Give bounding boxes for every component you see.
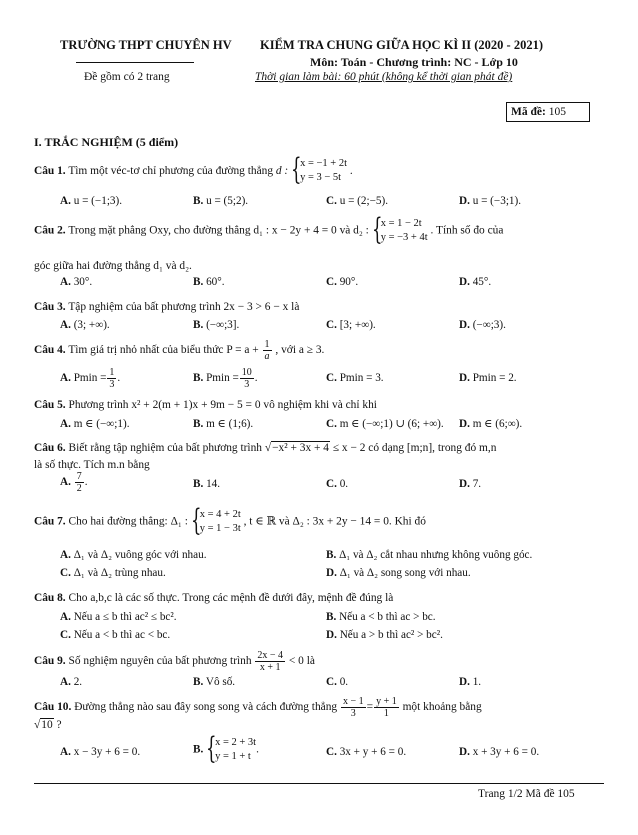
equation-system: { x = −1 + 2t y = 3 − 5t <box>291 152 348 188</box>
option-d[interactable]: D. 7. <box>459 478 482 490</box>
question-3: Câu 3. Tập nghiệm của bất phương trình 2x − 3 > 6 − x là <box>34 301 300 313</box>
option-c[interactable]: C. 0. <box>326 478 349 490</box>
pages-note: Đề gồm có 2 trang <box>84 71 170 83</box>
option-b[interactable]: B. m ∈ (1;6). <box>193 418 254 430</box>
option-b[interactable]: B. Pmin = $\frac{10}{3}$ . <box>193 367 258 390</box>
option-c[interactable]: C. 0. <box>326 676 349 688</box>
option-a[interactable]: A. Pmin = $\frac{1}{3}$ . <box>60 367 121 390</box>
question-text-cont: √10 ? <box>34 719 62 731</box>
page-number: Trang 1/2 Mã đề 105 <box>478 788 575 800</box>
question-1: Câu 1. Tìm một véc-tơ chỉ phương của đường thẳng d : { x = −1 + 2t y = 3 − 5t . <box>34 152 353 188</box>
option-d[interactable]: D. Pmin = 2. <box>459 372 517 384</box>
question-text: Tìm một véc-tơ chỉ phương của đường thẳng <box>68 165 274 177</box>
question-text: Trong mặt phẳng Oxy, cho đường thẳng d₁ : x − 2y + 4 = 0 và d₂ : <box>68 224 369 237</box>
question-label: Câu 1. <box>34 165 66 177</box>
option-c[interactable]: C. 90°. <box>326 276 359 288</box>
section-title: I. TRẮC NGHIỆM (5 điểm) <box>34 135 179 149</box>
option-c[interactable]: C. m ∈ (−∞;1) ∪ (6; +∞). <box>326 418 444 430</box>
exam-code-value: 105 <box>548 106 566 118</box>
question-text-cont: góc giữa hai đường thẳng d₁ và d₂. <box>34 260 192 272</box>
option-a[interactable]: A. u = (−1;3). <box>60 195 123 207</box>
equation-system: { x = 1 − 2t y = −3 + 4t <box>371 212 428 247</box>
option-a[interactable]: A. Δ₁ và Δ₂ vuông góc với nhau. <box>60 549 207 561</box>
option-b[interactable]: B. Δ₁ và Δ₂ cắt nhau nhưng không vuông góc. <box>326 549 533 561</box>
option-b[interactable]: B. { x = 2 + 3t y = 1 + t . <box>193 731 259 766</box>
question-10: Câu 10. Đường thẳng nào sau đây song song và cách đường thẳng $\frac{x - 1}{3}$ = $\frac{y + 1}{1}$ một khoảng bằng <box>34 696 482 719</box>
option-d[interactable]: D. u = (−3;1). <box>459 195 522 207</box>
question-5: Câu 5. Phương trình x² + 2(m + 1)x + 9m − 5 = 0 vô nghiệm khi và chỉ khi <box>34 399 377 411</box>
question-6: Câu 6. Biết rằng tập nghiệm của bất phương trình √−x² + 3x + 4 ≤ x − 2 có dạng [m;n], trong đó m,n <box>34 442 497 454</box>
question-8: Câu 8. Cho a,b,c là các số thực. Trong các mệnh đề dưới đây, mệnh đề đúng là <box>34 592 394 604</box>
question-text: d : <box>275 165 289 177</box>
option-c[interactable]: C. 3x + y + 6 = 0. <box>326 746 407 758</box>
option-c[interactable]: C. [3; +∞). <box>326 319 376 331</box>
option-d[interactable]: D. (−∞;3). <box>459 319 506 331</box>
option-d[interactable]: D. m ∈ (6;∞). <box>459 418 523 430</box>
option-b[interactable]: B. 60°. <box>193 276 225 288</box>
question-9: Câu 9. Số nghiệm nguyên của bất phương trình $\frac{2x - 4}{x + 1}$ < 0 là <box>34 650 315 673</box>
option-d[interactable]: D. x + 3y + 6 = 0. <box>459 746 540 758</box>
exam-title: KIỂM TRA CHUNG GIỮA HỌC KÌ II (2020 - 2021) <box>260 38 544 52</box>
exam-subject: Môn: Toán - Chương trình: NC - Lớp 10 <box>310 55 518 69</box>
option-d[interactable]: D. Δ₁ và Δ₂ song song với nhau. <box>326 567 471 579</box>
option-a[interactable]: A. 2. <box>60 676 83 688</box>
footer-rule <box>34 783 604 784</box>
school-name: TRƯỜNG THPT CHUYÊN HV <box>60 38 232 52</box>
exam-code-box <box>506 102 590 122</box>
option-d[interactable]: D. 1. <box>459 676 482 688</box>
option-d[interactable]: D. 45°. <box>459 276 492 288</box>
option-c[interactable]: C. Nếu a < b thì ac < bc. <box>60 629 171 641</box>
option-b[interactable]: B. u = (5;2). <box>193 195 249 207</box>
option-c[interactable]: C. u = (2;−5). <box>326 195 389 207</box>
question-4: Câu 4. Tìm giá trị nhỏ nhất của biểu thức P = a + $\frac{1}{a}$ , với a ≥ 3. <box>34 339 325 362</box>
equation-system: { x = 4 + 2t y = 1 − 3t <box>190 503 241 538</box>
option-a[interactable]: A. x − 3y + 6 = 0. <box>60 746 141 758</box>
option-c[interactable]: C. Pmin = 3. <box>326 372 384 384</box>
school-underline <box>76 62 194 63</box>
question-label: Câu 2. <box>34 224 66 237</box>
option-a[interactable]: A. Nếu a ≤ b thì ac² ≤ bc². <box>60 611 177 623</box>
option-a[interactable]: A. (3; +∞). <box>60 319 110 331</box>
option-b[interactable]: B. (−∞;3]. <box>193 319 240 331</box>
exam-time: Thời gian làm bài: 60 phút (không kể thời gian phát đề) <box>255 71 513 83</box>
question-2: Câu 2. Trong mặt phẳng Oxy, cho đường thẳng d₁ : x − 2y + 4 = 0 và d₂ : { x = 1 − 2t y = −3 + 4t . Tính số đo của <box>34 212 504 247</box>
question-text-cont: là số thực. Tích m.n bằng <box>34 459 150 471</box>
option-c[interactable]: C. Δ₁ và Δ₂ trùng nhau. <box>60 567 166 579</box>
question-7: Câu 7. Cho hai đường thẳng: Δ₁ : { x = 4 + 2t y = 1 − 3t , t ∈ ℝ và Δ₂ : 3x + 2y − 14 = 0. Khi đó <box>34 503 426 538</box>
exam-code-label: Mã đề: <box>511 106 546 118</box>
option-a[interactable]: A. 30°. <box>60 276 93 288</box>
option-b[interactable]: B. 14. <box>193 478 221 490</box>
option-a[interactable]: A. $\frac{7}{2}$ . <box>60 471 88 494</box>
option-b[interactable]: B. Nếu a < b thì ac > bc. <box>326 611 436 623</box>
option-d[interactable]: D. Nếu a > b thì ac² > bc². <box>326 629 443 641</box>
option-b[interactable]: B. Vô số. <box>193 676 236 688</box>
option-a[interactable]: A. m ∈ (−∞;1). <box>60 418 130 430</box>
